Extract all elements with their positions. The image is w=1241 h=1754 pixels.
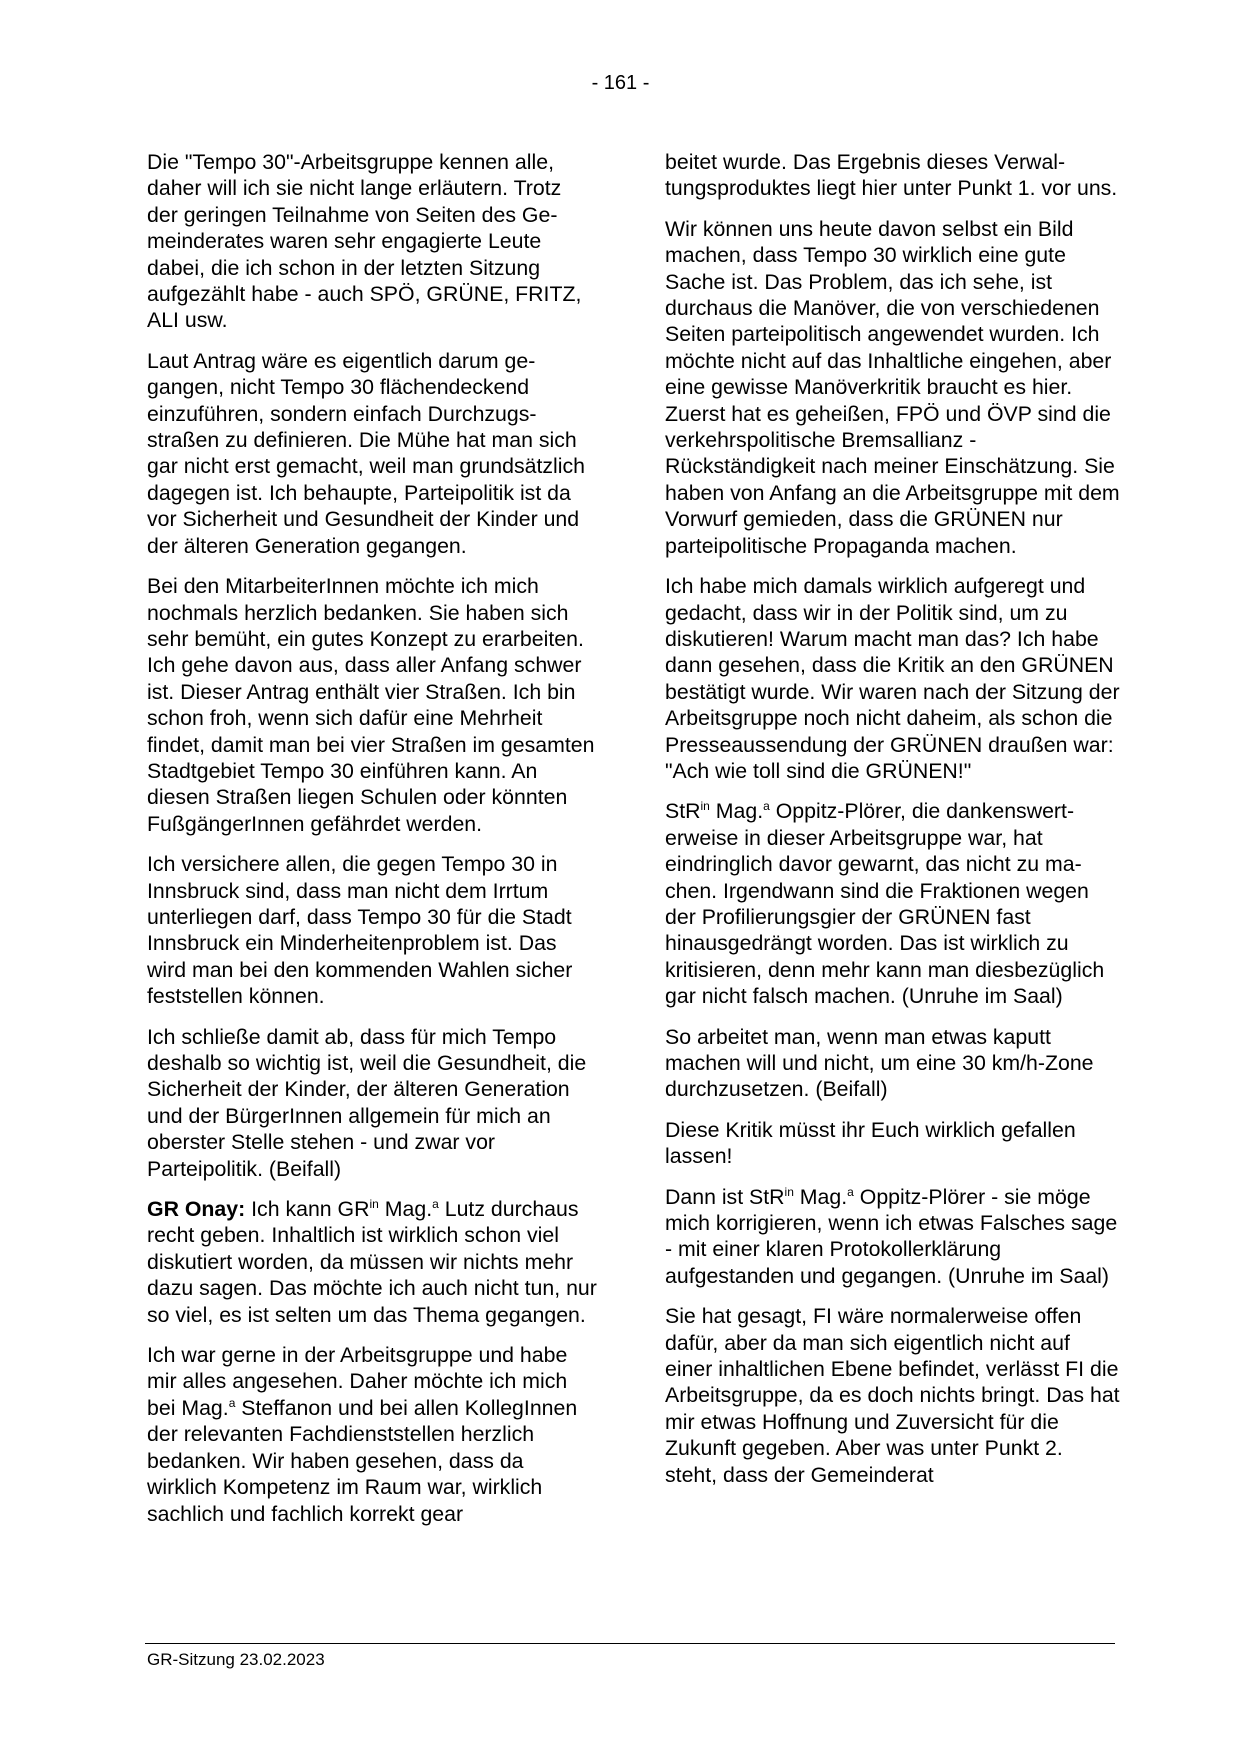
paragraph: beitet wurde. Das Ergebnis dieses Verwaltungsproduktes liegt hier unter Punkt 1. vor uns. <box>665 150 1118 201</box>
paragraph: So arbeitet man, wenn man etwas kaputt machen will und nicht, um eine 30 km/h-Zone durchzusetzen. (Beifall) <box>665 1024 1094 1102</box>
text: Lutz durchaus recht geben. Inhaltlich ist wirklich schon viel diskutiert worden, da müssen wir nichts mehr dazu sagen. Das möchte ich auch nicht tun, nur so viel, es ist selten um das Thema gegangen. <box>147 1197 597 1327</box>
paragraph: Wir können uns heute davon selbst ein Bild machen, dass Tempo 30 wirklich eine gute Sache ist. Das Problem, das ich sehe, ist durchaus die Manöver, die von verschiedenen Seiten parteipolitisch angewendet wurden. Ich möchte nicht auf das Inhaltliche eingehen, aber eine gewisse Manöverkritik braucht es hier. Zuerst hat es geheißen, FPÖ und ÖVP sind die verkehrspolitische Bremsallianz - Rückständigkeit nach meiner Einschätzung. Sie haben von Anfang an die Arbeitsgruppe mit dem Vorwurf gemieden, dass die GRÜNEN nur parteipolitische Propaganda machen. <box>665 216 1120 558</box>
paragraph: Ich schließe damit ab, dass für mich Tempo deshalb so wichtig ist, weil die Gesundheit, die Sicherheit der Kinder, der älteren Generation und der BürgerInnen allgemein für mich an oberster Stelle stehen - und zwar vor Parteipolitik. (Beifall) <box>147 1024 587 1181</box>
text: Mag. <box>378 1197 433 1222</box>
superscript: a <box>228 1395 236 1410</box>
text: Oppitz-Plörer, die dankenswerterweise in dieser Arbeitsgruppe war, hat eindringlich davor gewarnt, das nicht zu machen. Irgendwann sind die Fraktionen wegen der Profilierungsgier der GRÜNEN fast hinausgedrängt worden. Das ist wirklich zu kritisieren, denn mehr kann man diesbezüglich gar nicht falsch machen. (Unruhe im Saal) <box>665 799 1105 1009</box>
paragraph <box>147 1196 597 1328</box>
speaker-name: GR Onay: <box>147 1197 246 1222</box>
text: Mag. <box>793 1184 848 1209</box>
left-column <box>147 149 597 1541</box>
text: Dann ist StR <box>665 1184 785 1209</box>
paragraph: Ich versichere allen, die gegen Tempo 30 in Innsbruck sind, dass man nicht dem Irrtum unterliegen darf, dass Tempo 30 für die Stadt Innsbruck ein Minderheitenproblem ist. Das wird man bei den kommenden Wahlen sicher feststellen können. <box>147 852 573 1009</box>
superscript: in <box>369 1196 379 1211</box>
footer-divider <box>145 1643 1115 1644</box>
right-column <box>665 149 1120 1502</box>
paragraph: Ich habe mich damals wirklich aufgeregt und gedacht, dass wir in der Politik sind, um zu diskutieren! Warum macht man das? Ich habe dann gesehen, dass die Kritik an den GRÜNEN bestätigt wurde. Wir waren nach der Sitzung der Arbeitsgruppe noch nicht daheim, als schon die Presseaussendung der GRÜNEN draußen war: "Ach wie toll sind die GRÜNEN!" <box>665 574 1120 783</box>
superscript: a <box>432 1196 439 1211</box>
paragraph: Laut Antrag wäre es eigentlich darum gegangen, nicht Tempo 30 flächendeckend einzuführen, sondern einfach Durchzugsstraßen zu definieren. Die Mühe hat man sich gar nicht erst gemacht, weil man grundsätzlich dagegen ist. Ich behaupte, Parteipolitik ist da vor Sicherheit und Gesundheit der Kinder und der älteren Generation gegangen. <box>147 348 585 558</box>
superscript: a <box>847 1184 854 1199</box>
text: Mag. <box>709 799 764 824</box>
paragraph: Bei den MitarbeiterInnen möchte ich mich nochmals herzlich bedanken. Sie haben sich sehr bemüht, ein gutes Konzept zu erarbeiten. Ich gehe davon aus, dass aller Anfang schwer ist. Dieser Antrag enthält vier Straßen. Ich bin schon froh, wenn sich dafür eine Mehrheit findet, damit man bei vier Straßen im gesamten Stadtgebiet Tempo 30 einführen kann. An diesen Straßen liegen Schulen oder könnten FußgängerInnen gefährdet werden. <box>147 574 595 836</box>
paragraph: Diese Kritik müsst ihr Euch wirklich gefallen lassen! <box>665 1117 1076 1169</box>
footer-text: GR-Sitzung 23.02.2023 <box>147 1650 325 1669</box>
paragraph: Die "Tempo 30"-Arbeitsgruppe kennen alle, daher will ich sie nicht lange erläutern. Trotz der geringen Teilnahme von Seiten des Gemeinderates waren sehr engagierte Leute dabei, die ich schon in der letzten Sitzung aufgezählt habe - auch SPÖ, GRÜNE, FRITZ, ALI usw. <box>147 150 582 333</box>
paragraph <box>147 1342 597 1527</box>
text: Oppitz-Plörer - sie möge mich korrigieren, wenn ich etwas Falsches sage - mit einer klaren Protokollerklärung aufgestanden und gegangen. (Unruhe im Saal) <box>665 1184 1118 1288</box>
superscript: in <box>784 1184 794 1199</box>
superscript: a <box>763 799 770 814</box>
text: Steffanon und bei allen KollegInnen der relevanten Fachdienststellen herzlich bedanken. Wir haben gesehen, dass da wirklich Kompetenz im Raum war, wirklich sachlich und fachlich korrekt gear <box>147 1395 578 1526</box>
text: Ich kann GR <box>245 1197 370 1222</box>
superscript: in <box>700 799 710 814</box>
page-number: - 161 - <box>591 72 650 94</box>
text: StR <box>665 799 701 824</box>
paragraph <box>665 1184 1120 1290</box>
paragraph: Sie hat gesagt, FI wäre normalerweise offen dafür, aber da man sich eigentlich nicht auf einer inhaltlichen Ebene befindet, verlässt FI die Arbeitsgruppe, da es doch nichts bringt. Das hat mir etwas Hoffnung und Zuversicht für die Zukunft gegeben. Aber was unter Punkt 2. steht, dass der Gemeinderat <box>665 1304 1120 1487</box>
paragraph <box>665 798 1120 1009</box>
text: Ich war gerne in der Arbeitsgruppe und habe mir alles angesehen. Daher möchte ich mich bei Mag. <box>147 1343 568 1420</box>
